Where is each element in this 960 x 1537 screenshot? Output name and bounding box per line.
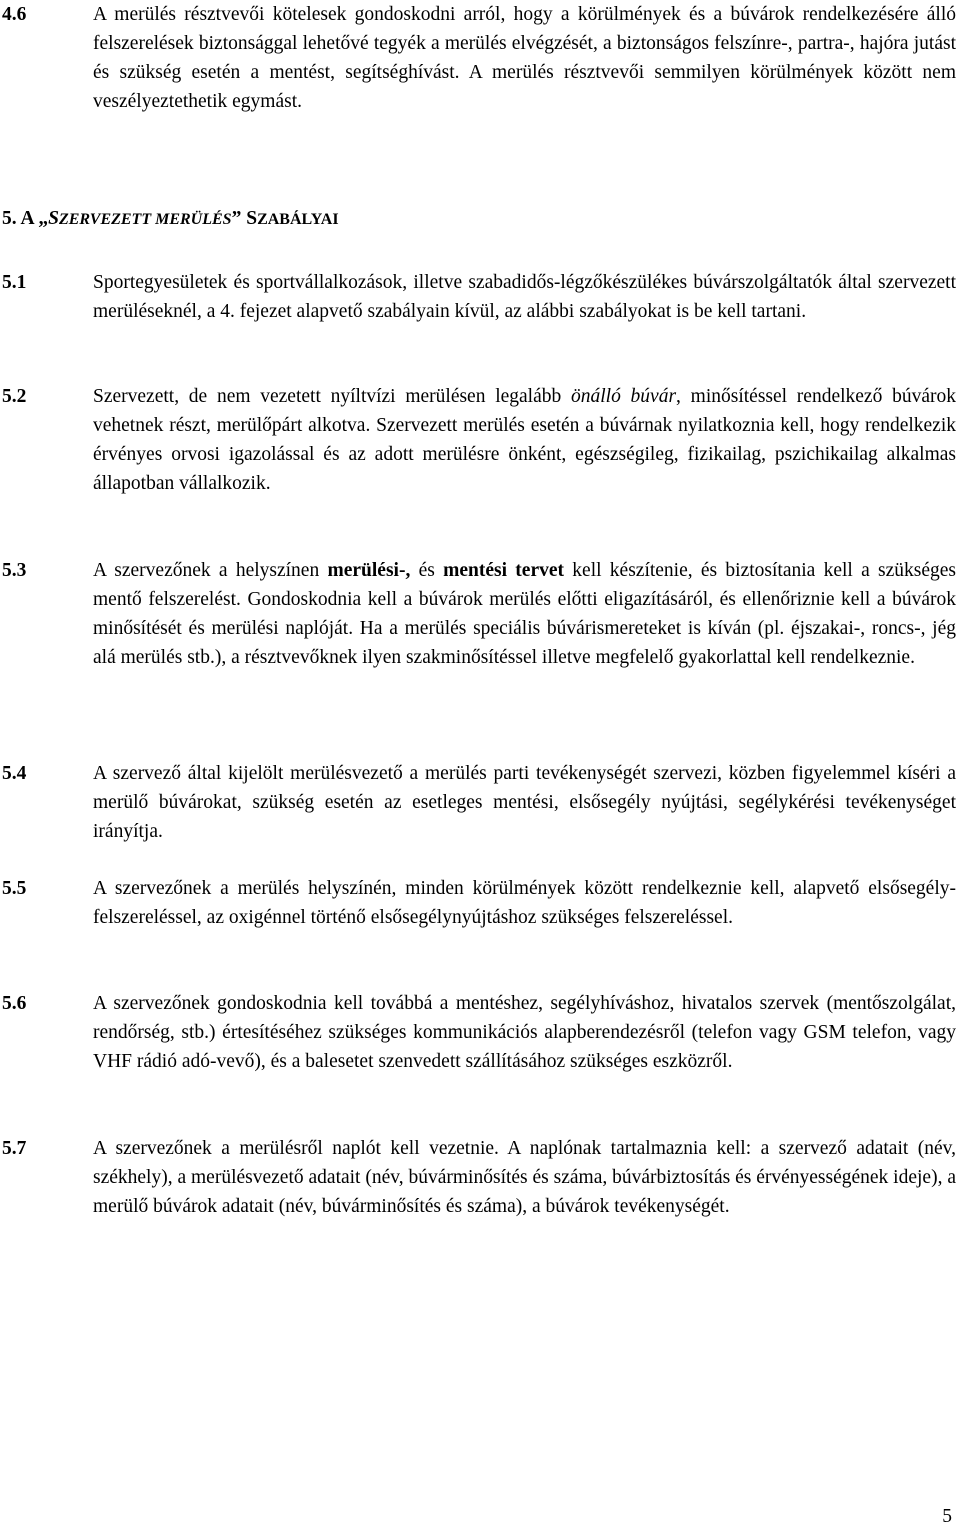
section-number: 5.3	[2, 560, 27, 581]
chapter-title-initial: S	[48, 208, 59, 229]
section-number: 5.5	[2, 878, 27, 899]
section-number: 5.4	[2, 763, 27, 784]
section-number: 5.2	[2, 386, 27, 407]
text-run: kell készítenie, és biztosítania kell a szükséges mentő felszerelést. Gondoskodnia kell a búvárok merülés előtti eligazításáról, és ellenőriznie kell a búvárok minősítését és merülési naplóját. Ha a merülés speciális búvárismereteket is kíván (pl. éjszakai-, roncs-, jég alá merülés stb.), a résztvevőknek ilyen szakminősítéssel illetve megfelelő gyakorlattal kell rendelkeznie.	[93, 560, 956, 668]
page-number: 5	[942, 1506, 952, 1527]
chapter-title: ZERVEZETT MERÜLÉS	[58, 211, 232, 228]
section-number: 5.7	[2, 1138, 27, 1159]
chapter-suffix-initial: S	[241, 208, 258, 229]
text-run: , minősítéssel rendelkező búvárok vehetnek részt, merülőpárt alkotva. Szervezett merülés esetén a búvárnak nyilatkoznia kell, hogy rendelkezik érvényes orvosi igazolással és az adott merülésre önként, egészségileg, fizikailag, pszichikailag alkalmas állapotban vállalkozik.	[93, 386, 956, 494]
section-text: A merülés résztvevői kötelesek gondoskodni arról, hogy a körülmények és a búvárok rendelkezésére álló felszerelések biztonsággal lehetővé tegyék a merülés elvégzését, a biztonságos felszínre-, partra-, hajóra jutást és szükség esetén a mentést, segítséghívást. A merülés résztvevői semmilyen körülmények között nem veszélyeztethetik egymást.	[93, 4, 956, 112]
section-text	[93, 382, 956, 498]
section-text	[93, 556, 956, 672]
section-text: A szervezőnek a merülésről naplót kell vezetnie. A naplónak tartalmaznia kell: a szervező adatait (név, székhely), a merülésvezető adatait (név, búvárminősítés és száma, búvárbiztosítás és érvényességének ideje), a merülő búvárok adatait (név, búvárminősítés és száma), a búvárok tevékenységét.	[93, 1138, 956, 1217]
emphasis-text: önálló búvár	[570, 386, 677, 407]
text-run: és	[410, 560, 444, 581]
chapter-quote-close: ”	[231, 208, 242, 229]
bold-text: mentési tervet	[443, 560, 565, 581]
section-text: Sportegyesületek és sportvállalkozások, illetve szabadidős-légzőkészülékes búvárszolgáltatók által szervezett merüléseknél, a 4. fejezet alapvető szabályain kívül, az alábbi szabályokat is be kell tartani.	[93, 272, 956, 322]
section-number: 5.6	[2, 993, 27, 1014]
section-text: A szervezőnek gondoskodnia kell továbbá a mentéshez, segélyhíváshoz, hivatalos szervek (mentőszolgálat, rendőrség, stb.) értesítéséhez szükséges kommunikációs alapberendezésről (telefon vagy GSM telefon, vagy VHF rádió adó-vevő), és a balesetet szenvedett szállításához szükséges eszközről.	[93, 993, 956, 1072]
chapter-heading	[2, 204, 339, 234]
section-number: 5.1	[2, 272, 27, 293]
text-run: Szervezett, de nem vezetett nyíltvízi merülésen legalább	[93, 386, 571, 407]
section-number: 4.6	[2, 4, 27, 25]
chapter-number: 5.	[2, 208, 17, 229]
bold-text: merülési-,	[327, 560, 411, 581]
section-text: A szervező által kijelölt merülésvezető a merülés parti tevékenységét szervezi, közben figyelemmel kíséri a merülő búvárokat, szükség esetén az esetleges mentési, elsősegély nyújtási, segélykérési tevékenységet irányítja.	[93, 763, 956, 842]
section-text: A szervezőnek a merülés helyszínén, minden körülmények között rendelkeznie kell, alapvető elsősegély-felszereléssel, az oxigénnel történő elsősegélynyújtáshoz szükséges felszereléssel.	[93, 878, 956, 928]
chapter-prefix: A „	[20, 208, 49, 229]
text-run: A szervezőnek a helyszínen	[93, 560, 328, 581]
chapter-suffix: ZABÁLYAI	[257, 211, 339, 228]
